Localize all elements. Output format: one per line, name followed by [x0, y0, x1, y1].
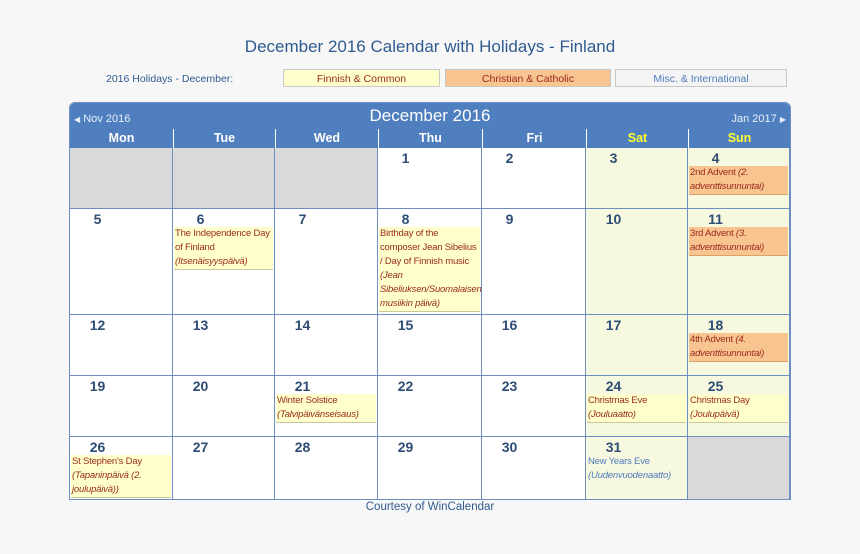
day-number: 24	[605, 378, 622, 394]
day-number: 1	[401, 150, 410, 166]
day-number: 20	[192, 378, 209, 394]
day-cell[interactable]	[378, 376, 482, 437]
holiday-event[interactable]	[587, 455, 686, 483]
day-cell[interactable]	[70, 209, 173, 315]
holiday-local-name: (4. adventtisunnuntai)	[690, 334, 765, 359]
holiday-local-name: (Itsenäisyyspäivä)	[175, 256, 248, 267]
weekday-header-tue: Tue	[173, 129, 275, 148]
holiday-local-name: (2. adventtisunnuntai)	[690, 167, 765, 192]
day-cell[interactable]	[688, 315, 790, 376]
day-number: 16	[501, 317, 518, 333]
day-cell[interactable]	[586, 437, 688, 500]
day-number: 17	[605, 317, 622, 333]
day-cell[interactable]	[688, 209, 790, 315]
day-number: 18	[707, 317, 724, 333]
holiday-event[interactable]	[174, 227, 273, 270]
holiday-name: Christmas Day	[690, 395, 750, 406]
day-cell[interactable]	[70, 437, 173, 500]
legend-christian: Christian & Catholic	[445, 69, 611, 87]
day-cell[interactable]	[173, 209, 275, 315]
empty-day-cell	[173, 148, 275, 209]
day-number: 4	[711, 150, 720, 166]
day-number: 9	[505, 211, 514, 227]
day-cell[interactable]	[482, 437, 586, 500]
day-cell[interactable]	[275, 315, 378, 376]
holiday-name: New Years Eve	[588, 456, 650, 467]
legend-label: 2016 Holidays - December:	[106, 73, 234, 85]
day-number: 3	[609, 150, 618, 166]
day-cell[interactable]	[378, 148, 482, 209]
weekday-header-mon: Mon	[70, 129, 173, 148]
day-number: 25	[707, 378, 724, 394]
day-number: 30	[501, 439, 518, 455]
day-number: 21	[294, 378, 311, 394]
day-number: 28	[294, 439, 311, 455]
holiday-event[interactable]	[689, 394, 788, 423]
day-number: 7	[298, 211, 307, 227]
day-cell[interactable]	[482, 148, 586, 209]
triangle-left-icon: ◀	[74, 115, 81, 124]
day-cell[interactable]	[688, 376, 790, 437]
day-cell[interactable]	[70, 376, 173, 437]
day-cell[interactable]	[378, 209, 482, 315]
weekday-header-wed: Wed	[275, 129, 378, 148]
day-cell[interactable]	[275, 209, 378, 315]
month-title: December 2016	[369, 106, 491, 125]
legend-finnish: Finnish & Common	[283, 69, 440, 87]
day-number: 2	[505, 150, 514, 166]
day-number: 29	[397, 439, 414, 455]
holiday-local-name: (Tapaninpäivä (2. joulupäivä))	[72, 470, 142, 495]
holiday-name: Birthday of the composer Jean Sibelius / Day of Finnish music	[380, 228, 477, 267]
next-month-link[interactable]	[732, 113, 786, 125]
empty-day-cell	[70, 148, 173, 209]
day-cell[interactable]	[482, 376, 586, 437]
holiday-local-name: (Jean Sibeliuksen/Suomalaisen musiikin päivä)	[380, 270, 482, 309]
holiday-event[interactable]	[689, 333, 788, 362]
empty-day-cell	[688, 437, 790, 500]
page-title: December 2016 Calendar with Holidays - Finland	[244, 37, 616, 56]
day-cell[interactable]	[586, 209, 688, 315]
weekday-header-fri: Fri	[482, 129, 586, 148]
triangle-right-icon: ▶	[779, 115, 786, 124]
day-cell[interactable]	[378, 437, 482, 500]
weekday-header-thu: Thu	[378, 129, 482, 148]
day-cell[interactable]	[482, 315, 586, 376]
day-number: 12	[89, 317, 106, 333]
day-number: 8	[401, 211, 410, 227]
holiday-event[interactable]	[689, 227, 788, 256]
holiday-name: 2nd Advent	[690, 167, 736, 178]
day-cell[interactable]	[586, 376, 688, 437]
courtesy-link[interactable]: Courtesy of WinCalendar	[365, 501, 495, 513]
holiday-local-name: (Uudenvuodenaatto)	[588, 470, 672, 481]
calendar	[69, 102, 791, 500]
weekday-header-sun: Sun	[688, 129, 790, 148]
day-cell[interactable]	[586, 148, 688, 209]
day-cell[interactable]	[482, 209, 586, 315]
day-number: 11	[708, 211, 723, 227]
holiday-event[interactable]	[689, 166, 788, 195]
day-cell[interactable]	[173, 437, 275, 500]
next-month-label: Jan 2017	[731, 113, 777, 125]
holiday-event[interactable]	[276, 394, 376, 423]
holiday-local-name: (Jouluaatto)	[588, 409, 636, 420]
day-cell[interactable]	[173, 376, 275, 437]
day-cell[interactable]	[688, 148, 790, 209]
holiday-event[interactable]	[71, 455, 171, 498]
day-number: 5	[93, 211, 102, 227]
day-cell[interactable]	[275, 376, 378, 437]
day-number: 22	[397, 378, 414, 394]
day-number: 13	[192, 317, 209, 333]
legend-misc: Misc. & International	[615, 69, 787, 87]
day-cell[interactable]	[378, 315, 482, 376]
prev-month-label: Nov 2016	[83, 113, 131, 125]
day-cell[interactable]	[173, 315, 275, 376]
day-number: 14	[294, 317, 311, 333]
holiday-name: Winter Solstice	[277, 395, 338, 406]
day-cell[interactable]	[275, 437, 378, 500]
holiday-local-name: (3. adventtisunnuntai)	[690, 228, 765, 253]
weekday-header-sat: Sat	[586, 129, 688, 148]
holiday-event[interactable]	[587, 394, 686, 423]
holiday-local-name: (Talvipäivänseisaus)	[277, 409, 359, 420]
holiday-name: St Stephen's Day	[72, 456, 142, 467]
holiday-name: 4th Advent	[690, 334, 733, 345]
holiday-event[interactable]	[379, 227, 480, 312]
calendar-header	[70, 103, 790, 129]
day-number: 6	[196, 211, 205, 227]
day-number: 10	[605, 211, 622, 227]
holiday-name: 3rd Advent	[690, 228, 734, 239]
day-number: 31	[605, 439, 622, 455]
empty-day-cell	[275, 148, 378, 209]
day-number: 19	[89, 378, 106, 394]
holiday-name: Christmas Eve	[588, 395, 648, 406]
day-cell[interactable]	[586, 315, 688, 376]
holiday-local-name: (Joulupäivä)	[690, 409, 740, 420]
day-number: 27	[192, 439, 209, 455]
day-number: 23	[501, 378, 518, 394]
holiday-name: The Independence Day of Finland	[175, 228, 270, 253]
day-number: 26	[89, 439, 106, 455]
day-cell[interactable]	[70, 315, 173, 376]
day-number: 15	[397, 317, 414, 333]
